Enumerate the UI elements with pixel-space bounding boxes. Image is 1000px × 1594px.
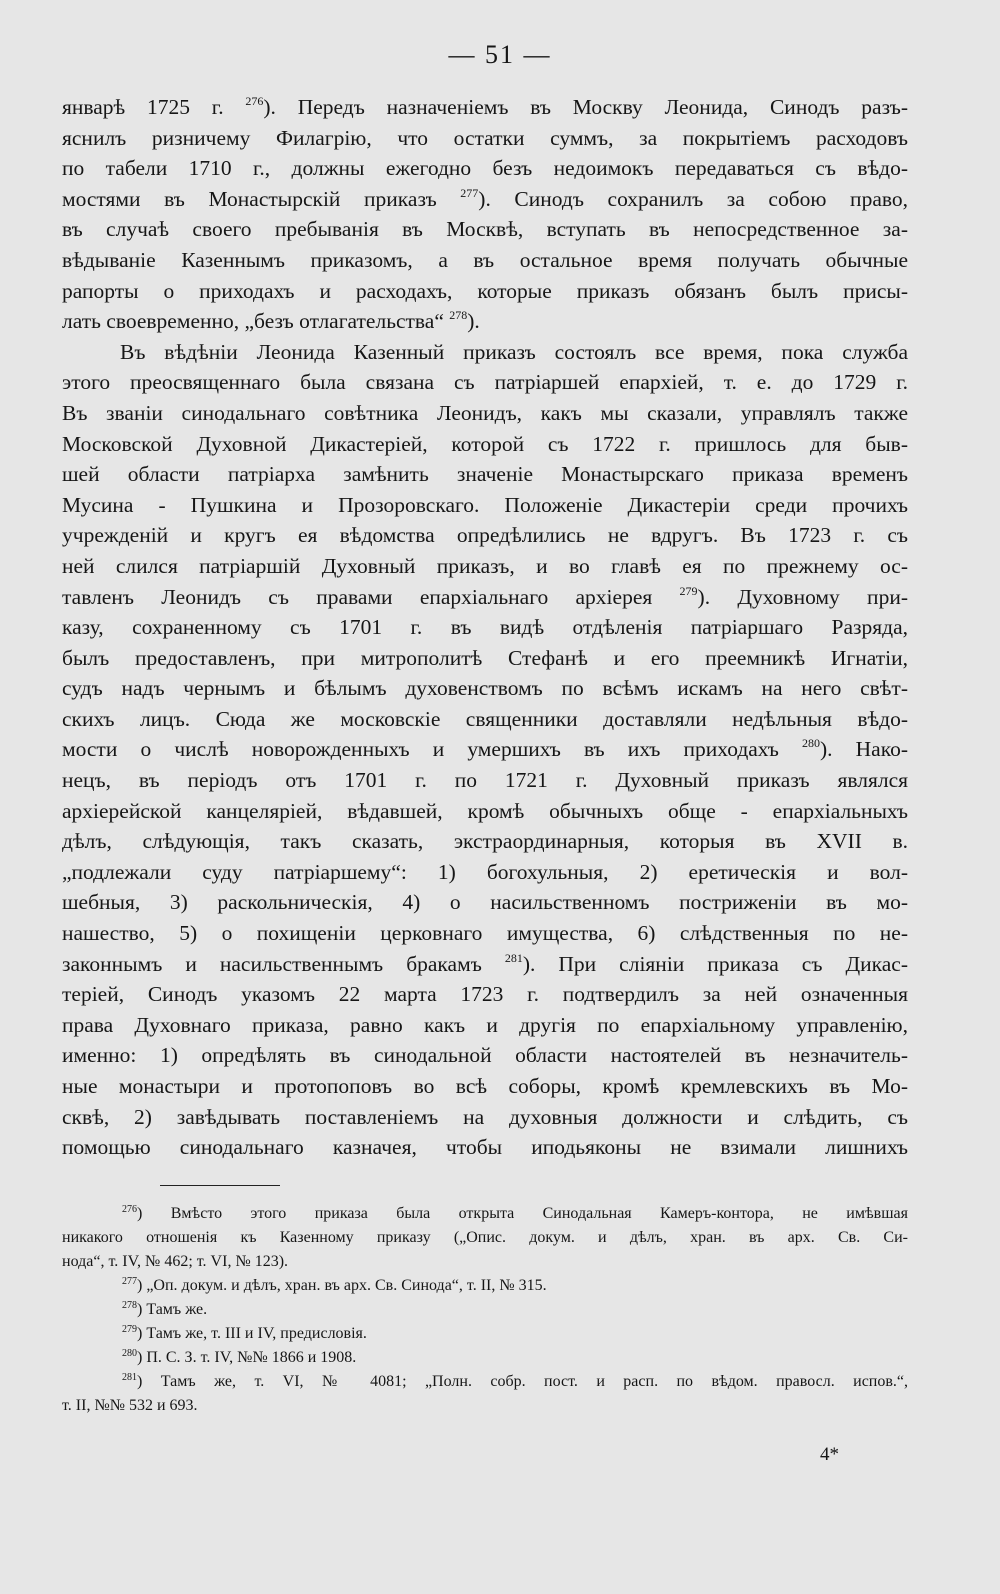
text-segment: шей области патріарха замѣнить значеніе Монастырскаго приказа временъ	[62, 462, 908, 487]
footnote-reference: 279	[679, 583, 698, 598]
text-line	[62, 918, 908, 949]
text-segment: этого преосвященнаго была связана съ патріаршей епархіей, т. е. до 1729 г.	[62, 370, 908, 395]
text-segment: вѣдываніе Казеннымъ приказомъ, а въ остальное время получать обычные	[62, 247, 908, 272]
text-segment: сквѣ, 2) завѣдывать поставленіемъ на духовныя должности и слѣдить, съ	[62, 1104, 908, 1129]
footnote-number: 278	[122, 1300, 137, 1311]
text-line	[62, 429, 908, 460]
text-segment: ). Передъ назначеніемъ въ Москву Леонида, Синодъ разъ-	[263, 95, 908, 119]
footnote-reference: 281	[504, 950, 523, 965]
text-segment: ).	[467, 309, 480, 334]
footnote-text: нода“, т. IV, № 462; т. VI, № 123).	[62, 1253, 289, 1270]
text-segment: по табели 1710 г., должны ежегодно безъ недоимокъ передаваться съ вѣдо-	[62, 156, 908, 181]
text-segment: архіерейской канцеляріей, вѣдавшей, кромѣ обычныхъ обще - епархіальныхъ	[62, 798, 908, 823]
text-line	[62, 123, 908, 154]
text-segment: судъ надъ чернымъ и бѣлымъ духовенствомъ по всѣмъ искамъ на него свѣт-	[62, 676, 908, 701]
footnote-line	[62, 1322, 908, 1346]
text-line	[62, 490, 908, 521]
footnote	[62, 1370, 908, 1418]
text-segment: въ случаѣ своего пребыванія въ Москвѣ, вступать въ непосредственное за-	[62, 217, 908, 242]
text-segment: законнымъ и насильственнымъ бракамъ	[62, 951, 505, 976]
text-segment: былъ предоставленъ, при митрополитѣ Стефанѣ и его преемникѣ Игнатіи,	[62, 645, 908, 670]
text-line	[62, 520, 908, 551]
footnote-text: „Оп. докум. и дѣлъ, хран. въ арх. Св. Синода“, т. II, № 315.	[146, 1277, 547, 1294]
footnotes	[62, 1202, 908, 1418]
footnote-number: 280	[122, 1348, 137, 1359]
text-segment: яснилъ ризничему Филагрію, что остатки суммъ, за покрытіемъ расходовъ	[62, 125, 908, 150]
footnote-text: Тамъ же.	[146, 1301, 208, 1318]
text-segment: тавленъ Леонидъ съ правами епархіальнаго архіерея	[62, 584, 680, 609]
footnote-line	[62, 1250, 908, 1274]
text-line	[62, 184, 908, 215]
text-segment: нашество, 5) о похищеніи церковнаго имущества, 6) слѣдственныя по не-	[62, 921, 908, 946]
footnote-number-paren: )	[137, 1301, 147, 1318]
text-segment: учрежденій и кругъ ея вѣдомства опредѣлились не вдругъ. Въ 1723 г. съ	[62, 523, 908, 548]
text-line	[62, 979, 908, 1010]
text-segment: мостями въ Монастырскій приказъ	[62, 186, 461, 211]
footnote-text: Тамъ же, т. VI, № 4081; „Полн. собр. пост. и расп. по вѣдом. правосл. испов.“,	[160, 1373, 909, 1390]
text-line	[62, 704, 908, 735]
footnote-reference: 277	[460, 185, 479, 200]
text-line	[62, 1040, 908, 1071]
text-line	[62, 1102, 908, 1133]
main-text	[62, 92, 908, 1163]
footnote-text: Вмѣсто этого приказа была открыта Синодальная Камеръ-контора, не имѣвшая	[170, 1205, 909, 1222]
text-line	[62, 734, 908, 765]
text-segment: рапорты о приходахъ и расходахъ, которые приказъ обязанъ былъ присы-	[62, 278, 908, 303]
text-segment: нецъ, въ періодъ отъ 1701 г. по 1721 г. Духовный приказъ являлся	[62, 768, 908, 793]
footnote-line	[62, 1298, 908, 1322]
text-line	[62, 306, 908, 337]
footnote-text: Тамъ же, т. III и IV, предисловія.	[146, 1325, 367, 1342]
footnote-number-paren: )	[137, 1349, 147, 1366]
text-line	[62, 826, 908, 857]
footnote	[62, 1346, 908, 1370]
text-segment: январѣ 1725 г.	[62, 95, 246, 119]
footnote-number-paren: )	[137, 1205, 171, 1222]
text-line	[62, 1132, 908, 1163]
text-line	[62, 214, 908, 245]
text-line	[62, 673, 908, 704]
footnote-reference: 278	[449, 308, 468, 323]
footnote	[62, 1202, 908, 1274]
text-segment: мости о числѣ новорожденныхъ и умершихъ въ ихъ приходахъ	[62, 737, 802, 762]
text-segment: „подлежали суду патріаршему“: 1) богохульныя, 2) еретическія и вол-	[62, 859, 908, 884]
text-segment: ). При сліяніи приказа съ Дикас-	[522, 951, 908, 976]
page-number: — 51 —	[448, 40, 552, 69]
text-segment: Въ вѣдѣніи Леонида Казенный приказъ состоялъ все время, пока служба	[120, 339, 908, 364]
footnote-line	[62, 1346, 908, 1370]
text-segment: дѣлъ, слѣдующія, такъ сказать, экстраординарныя, которыя въ XVII в.	[62, 829, 908, 854]
text-line	[62, 1071, 908, 1102]
text-segment: скихъ лицъ. Сюда же московскіе священники доставляли недѣльныя вѣдо-	[62, 706, 908, 731]
footnote	[62, 1298, 908, 1322]
text-line	[62, 459, 908, 490]
text-segment: Московской Духовной Дикастеріей, которой съ 1722 г. пришлось для быв-	[62, 431, 908, 456]
text-line	[62, 398, 908, 429]
text-line	[62, 337, 908, 368]
text-line	[62, 153, 908, 184]
text-segment: Мусина - Пушкина и Прозоровскаго. Положеніе Дикастеріи среди прочихъ	[62, 492, 908, 517]
text-line	[62, 765, 908, 796]
footnote	[62, 1322, 908, 1346]
footnote-number-paren: )	[137, 1277, 147, 1294]
text-segment: ). Нако-	[819, 737, 908, 762]
text-line	[62, 582, 908, 613]
footnote-number: 277	[122, 1276, 137, 1287]
footnote-line	[62, 1274, 908, 1298]
text-segment: именно: 1) опредѣлять въ синодальной области настоятелей въ незначитель-	[62, 1043, 908, 1068]
text-line	[62, 276, 908, 307]
text-line	[62, 92, 908, 123]
text-segment: лать своевременно, „безъ отлагательства“	[62, 309, 450, 334]
footnote	[62, 1274, 908, 1298]
text-line	[62, 367, 908, 398]
footnote-text: никакого отношенія къ Казенному приказу („Опис. докум. и дѣлъ, хран. въ арх. Св. Си-	[62, 1229, 908, 1246]
footnote-reference: 280	[801, 736, 820, 751]
text-line	[62, 643, 908, 674]
footnote-line	[62, 1394, 908, 1418]
printer-signature-mark: 4*	[820, 1444, 839, 1465]
text-segment: ). Духовному при-	[697, 584, 908, 609]
footnote-line	[62, 1370, 908, 1394]
text-segment: ). Синодъ сохранилъ за собою право,	[478, 186, 908, 211]
footnote-line	[62, 1226, 908, 1250]
footnote-number: 279	[122, 1324, 137, 1335]
text-segment: помощью синодальнаго казначея, чтобы иподьяконы не взимали лишнихъ	[62, 1135, 908, 1160]
text-line	[62, 612, 908, 643]
text-line	[62, 887, 908, 918]
text-line	[62, 796, 908, 827]
text-segment: шебныя, 3) раскольническія, 4) о насильственномъ постриженіи въ мо-	[62, 890, 908, 915]
footnote-text: т. II, №№ 532 и 693.	[62, 1397, 198, 1414]
footnote-number-paren: )	[137, 1373, 161, 1390]
text-line	[62, 1010, 908, 1041]
text-line	[62, 949, 908, 980]
text-line	[62, 245, 908, 276]
footnote-number: 276	[122, 1204, 137, 1215]
text-line	[62, 857, 908, 888]
footnote-reference: 276	[245, 94, 264, 108]
text-line	[62, 551, 908, 582]
text-segment: ные монастыри и протопоповъ во всѣ соборы, кромѣ кремлевскихъ въ Мо-	[62, 1074, 908, 1098]
text-segment: теріей, Синодъ указомъ 22 марта 1723 г. подтвердилъ за ней означенныя	[62, 982, 908, 1007]
footnote-number: 281	[122, 1372, 137, 1383]
footnote-separator	[160, 1185, 280, 1186]
text-segment: Въ званіи синодальнаго совѣтника Леонидъ, какъ мы сказали, управлялъ также	[62, 400, 908, 425]
footnote-text: П. С. З. т. IV, №№ 1866 и 1908.	[146, 1349, 357, 1366]
text-segment: казу, сохраненному съ 1701 г. въ видѣ отдѣленія патріаршаго Разряда,	[62, 615, 908, 640]
text-segment: права Духовнаго приказа, равно какъ и другія по епархіальному управленію,	[62, 1012, 908, 1037]
text-segment: ней слился патріаршій Духовный приказъ, и во главѣ ея по прежнему ос-	[62, 553, 908, 578]
footnote-line	[62, 1202, 908, 1226]
footnote-number-paren: )	[137, 1325, 147, 1342]
